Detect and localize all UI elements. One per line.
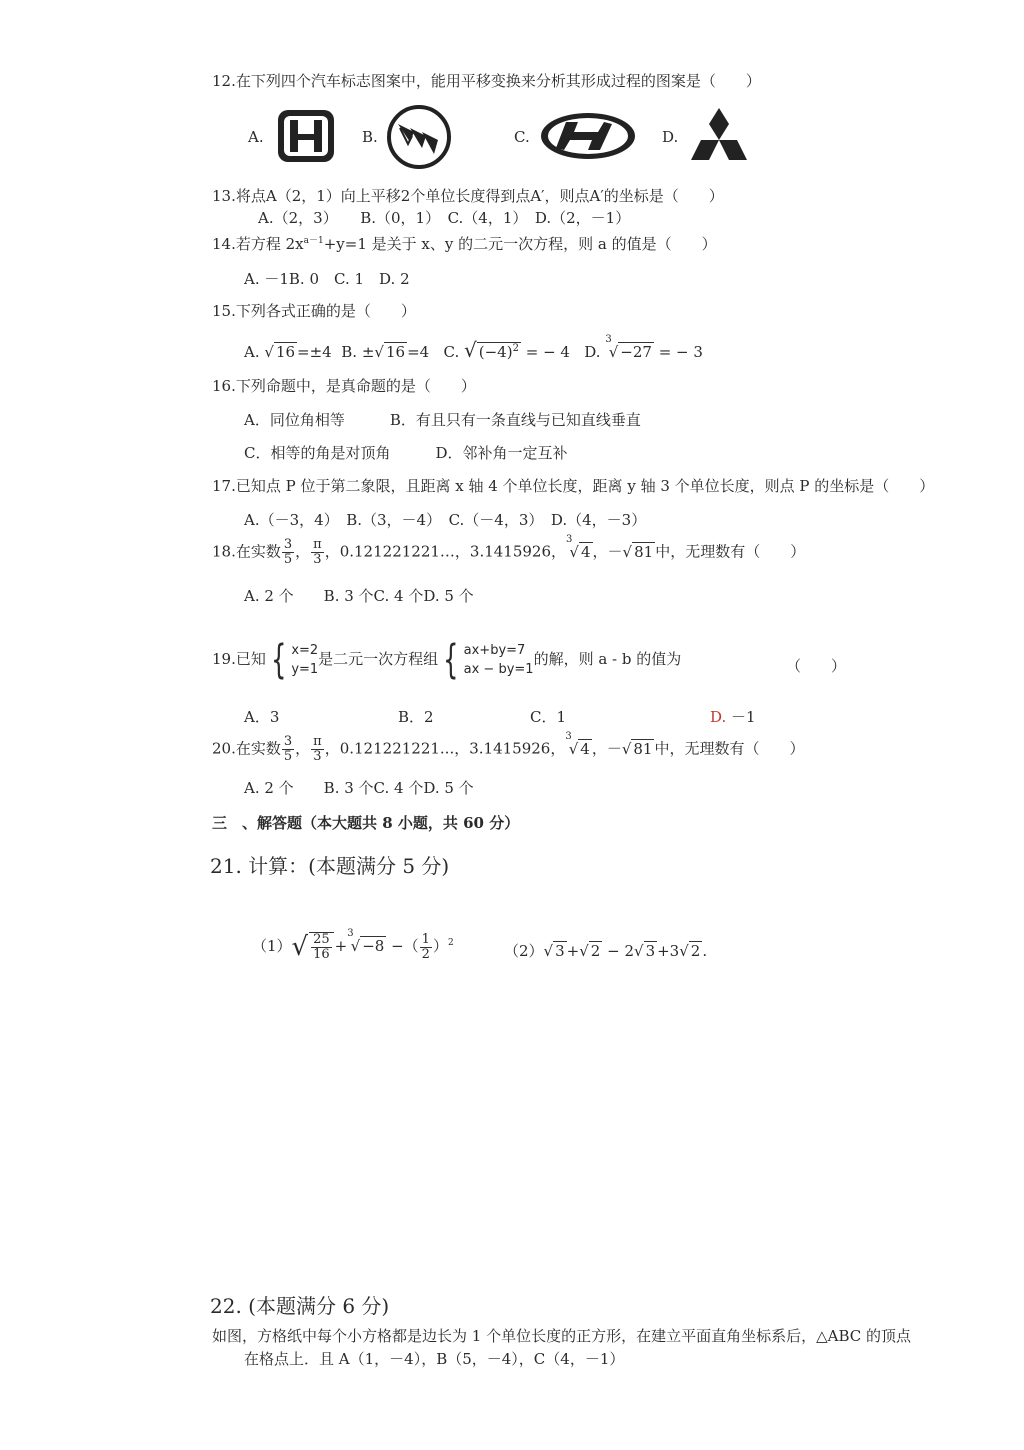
q19-system-2: { ax+by=7 ax − by=1	[443, 637, 534, 683]
q12-stem: 12.在下列四个汽车标志图案中，能用平移变换来分析其形成过程的图案是（ ）	[212, 72, 761, 90]
q21-p1-cbrt: √ −8	[350, 937, 385, 955]
q21-p2-sqrt2-b: √ 2	[679, 942, 701, 960]
q15-d-rest: = − 3	[658, 343, 703, 361]
q15-b-sqrt: √ 16	[374, 343, 406, 361]
q20-options: A. 2 个 B. 3 个C. 4 个D. 5 个	[244, 779, 474, 797]
q18-options: A. 2 个 B. 3 个C. 4 个D. 5 个	[244, 587, 474, 605]
q18-pre: 18.在实数	[212, 542, 281, 561]
q19-sys2-eq1: ax+by=7	[463, 643, 526, 658]
q18-stem: 18.在实数 $\frac{3}{5}$ ， $\frac{\pi}{3}$ ，0.121221221…，3.1415926，$^3$√ 4 ，－√ 81 中，无理数有（ ）	[212, 534, 806, 567]
q14-exponent: a－1	[303, 236, 324, 246]
q19-paren: （ ）	[786, 657, 847, 675]
q22-title: 22. (本题满分 6 分)	[210, 1294, 390, 1318]
q19-pre: 19.已知	[212, 650, 266, 668]
q15-c-exponent: 2	[512, 343, 519, 354]
q12-label-c: C.	[514, 128, 530, 146]
q19-system-1: { x=2 y=1	[270, 637, 319, 683]
mitsubishi-logo-icon	[688, 106, 750, 164]
q20-neg: ，－	[591, 739, 622, 758]
q18-sqrt: √ 81	[622, 542, 654, 561]
q12-label-d: D.	[662, 128, 679, 146]
honda-logo-icon	[276, 108, 336, 164]
q15-b-rest: =4	[407, 343, 430, 361]
hyundai-logo-icon	[538, 110, 638, 162]
q15-a-radicand: 16	[275, 343, 296, 361]
q19-mid: 是二元一次方程组	[318, 650, 439, 668]
q18-neg: ，－	[592, 542, 623, 561]
q21-p1-half: $\frac{1}{2}$	[421, 931, 430, 962]
q20-stem: 20.在实数 $\frac{3}{5}$ ， $\frac{\pi}{3}$ ，0.121221221...，3.1415926，$^3$√ 4 ，－√ 81 中，无理数有（ ）	[212, 731, 805, 764]
q14-stem-a: 14.若方程 2x	[212, 235, 304, 253]
q16-stem: 16.下列命题中，是真命题的是（ ）	[212, 377, 476, 395]
q21-p1-plus: +	[334, 937, 348, 955]
q21-part1	[252, 928, 454, 962]
q13-stem: 13.将点A（2，1）向上平移2个单位长度得到点A′，则点A′的坐标是（ ）	[212, 187, 724, 205]
q20-frac-3-5: $\frac{3}{5}$	[283, 734, 293, 764]
q16-line1: A．同位角相等 B．有且只有一条直线与已知直线垂直	[244, 411, 641, 429]
q14-stem-b: +y=1 是关于 x、y 的二元一次方程，则 a 的值是（ ）	[323, 235, 717, 253]
q18-cbrt: √ 4	[569, 542, 591, 561]
q21-p2-sqrt3-b: √ 3	[634, 942, 656, 960]
q18-post: 中，无理数有（ ）	[655, 542, 806, 561]
q19-option-a: A．3	[244, 708, 280, 726]
q20-frac-pi-3: $\frac{\pi}{3}$	[313, 734, 322, 764]
q15-c-sqrt: √ $(-4)^2$	[464, 338, 519, 362]
q19-option-d-value: －1	[731, 708, 756, 726]
q19-option-c: C．1	[530, 708, 567, 726]
q21-p1-minus: −（	[386, 937, 419, 955]
q16-line2: C．相等的角是对顶角 D．邻补角一定互补	[244, 444, 568, 462]
q22-line2: 在格点上．且 A（1，－4），B（5，－4），C（4，－1）	[244, 1350, 625, 1368]
q15-d-radicand: −27	[620, 343, 652, 361]
q15-d-index: 3	[605, 334, 612, 345]
q20-mid: ，0.121221221...，3.1415926，	[324, 739, 566, 758]
q15-b-label: B. ±	[341, 343, 375, 361]
q14-stem	[212, 233, 717, 254]
q13-options: A.（2，3） B.（0，1） C.（4，1） D.（2，－1）	[258, 209, 631, 227]
buick-logo-icon	[386, 104, 452, 170]
q17-stem: 17.已知点 P 位于第二象限，且距离 x 轴 4 个单位长度，距离 y 轴 3 个单位长度，则点 P 的坐标是（ ）	[212, 477, 935, 495]
q21-p1-cbrt-index: 3	[347, 928, 354, 939]
q18-frac-3-5: $\frac{3}{5}$	[283, 537, 293, 567]
q15-c-label: C.	[443, 343, 460, 361]
q19-stem	[212, 637, 682, 683]
q20-cbrt-index: 3	[565, 731, 572, 742]
section-3-title: 三 、解答题（本大题共 8 小题，共 60 分）	[212, 814, 520, 832]
q15-a-label: A.	[244, 343, 260, 361]
q22-line1: 如图，方格纸中每个小方格都是边长为 1 个单位长度的正方形，在建立平面直角坐标系后，△ABC 的顶点	[212, 1327, 911, 1345]
q20-pre: 20.在实数	[212, 739, 281, 758]
q15-d-cbrt: √ −27	[608, 343, 652, 361]
q12-label-b: B.	[362, 128, 378, 146]
q20-cbrt: √ 4	[568, 739, 590, 758]
q19-sys1-eq2: y=1	[291, 662, 319, 677]
q18-mid: ，0.121221221…，3.1415926，	[324, 542, 567, 561]
q20-post: 中，无理数有（ ）	[654, 739, 805, 758]
q15-d-label: D.	[584, 343, 601, 361]
q21-p1-close: ）	[432, 937, 448, 955]
q19-post: 的解，则 a - b 的值为	[533, 650, 682, 668]
q15-c-radicand: (−4)	[478, 343, 513, 361]
q21-p1-exponent: 2	[447, 938, 454, 948]
q17-options: A.（－3，4） B.（3，－4） C.（－4，3） D.（4，－3）	[244, 511, 647, 529]
q12-label-a: A.	[248, 128, 264, 146]
q18-frac-pi-3: $\frac{\pi}{3}$	[313, 537, 322, 567]
q15-stem: 15.下列各式正确的是（ ）	[212, 302, 416, 320]
q18-cbrt-index: 3	[566, 534, 573, 545]
q21-title: 21. 计算：(本题满分 5 分)	[210, 854, 450, 878]
q19-sys2-eq2: ax − by=1	[463, 662, 534, 677]
q19-sys1-eq1: x=2	[291, 643, 319, 658]
q15-a-sqrt: √ 16	[264, 343, 296, 361]
q15-options	[244, 334, 703, 362]
q15-b-radicand: 16	[385, 343, 406, 361]
q15-c-rest: = − 4	[525, 343, 570, 361]
q19-option-d-label: D.	[710, 708, 727, 726]
q21-part2: （2）√ 3 +√ 2 − 2√ 3 +3√ 2 .	[504, 942, 708, 960]
q19-option-d	[710, 706, 756, 727]
q19-option-b: B．2	[398, 708, 434, 726]
q21-p2-sqrt3-a: √ 3	[543, 942, 565, 960]
q21-p1-sqrt-frac: √ $\frac{25}{16}$	[292, 932, 335, 962]
q21-p1-label: （1）	[252, 937, 292, 955]
q21-p2-label: （2）	[504, 942, 544, 960]
q21-p2-sqrt2-a: √ 2	[579, 942, 601, 960]
q20-sqrt: √ 81	[621, 739, 653, 758]
q15-a-rest: =±4	[297, 343, 332, 361]
q14-options: A. －1B. 0 C. 1 D. 2	[244, 270, 410, 288]
